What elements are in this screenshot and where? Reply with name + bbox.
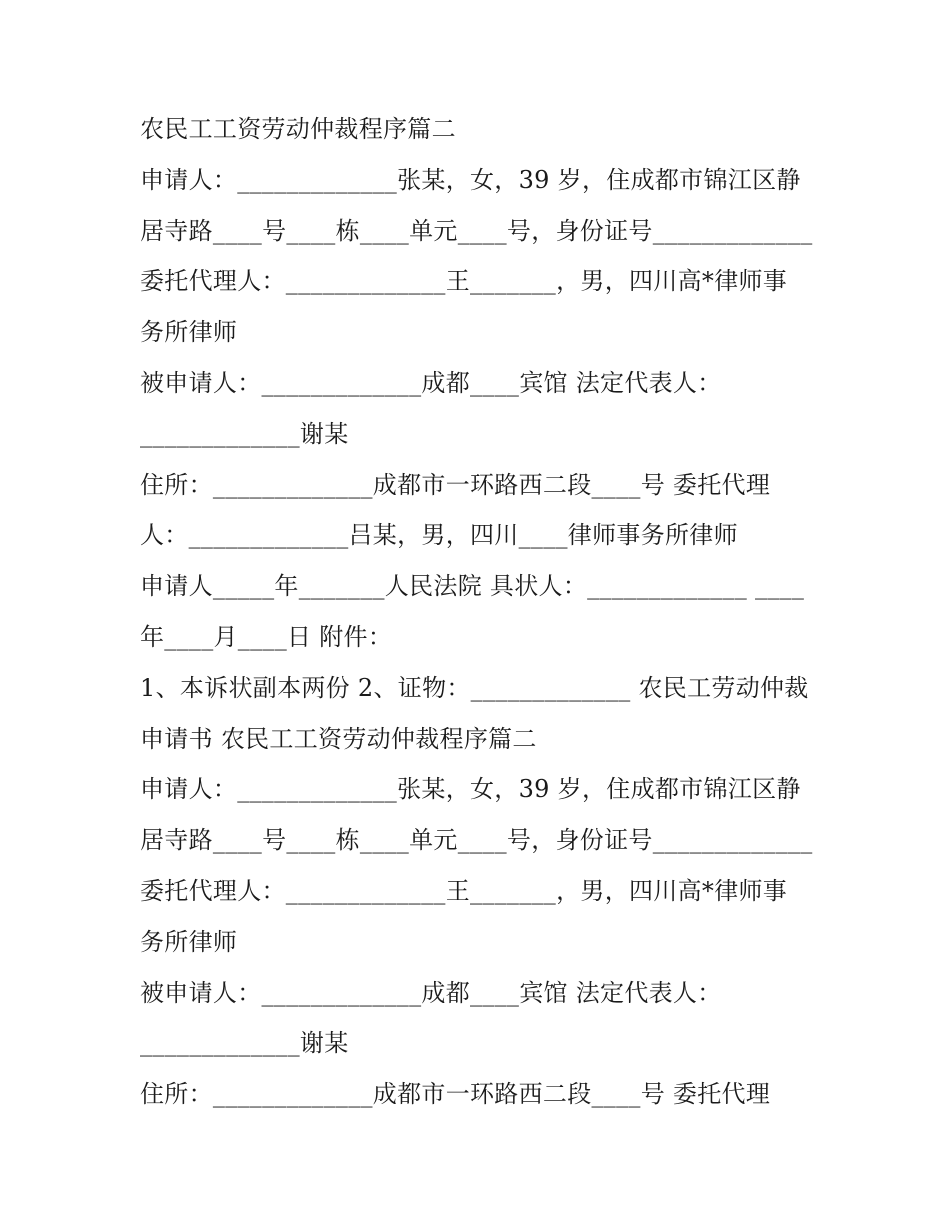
text-line: 申请人：_____________张某，女，39 岁，住成都市锦江区静	[140, 165, 801, 194]
text-line: 被申请人：_____________成都____宾馆 法定代表人：	[140, 368, 722, 397]
text-line: 人：_____________吕某，男，四川____律师事务所律师	[140, 521, 738, 550]
text-line: 申请人：_____________张某，女，39 岁，住成都市锦江区静	[140, 775, 801, 804]
heading-line: 农民工工资劳动仲裁程序篇二	[140, 115, 456, 143]
text-line: 居寺路____号____栋____单元____号，身份证号_____________	[140, 216, 813, 245]
text-line: 住所：_____________成都市一环路西二段____号 委托代理	[140, 470, 771, 499]
text-line: 务所律师	[140, 927, 238, 956]
text-line: 委托代理人：_____________王_______，男，四川高*律师事	[140, 876, 788, 905]
text-line: 申请书 农民工工资劳动仲裁程序篇二	[140, 724, 537, 753]
text-line: _____________谢某	[140, 1029, 349, 1058]
text-line: 委托代理人：_____________王_______，男，四川高*律师事	[140, 267, 788, 296]
text-line: 居寺路____号____栋____单元____号，身份证号_____________	[140, 826, 813, 855]
text-line: 被申请人：_____________成都____宾馆 法定代表人：	[140, 978, 722, 1007]
text-line: 申请人_____年_______人民法院 具状人：_____________ ____	[140, 572, 805, 601]
text-line: _____________谢某	[140, 419, 349, 448]
text-line: 1、本诉状副本两份 2、证物：_____________ 农民工劳动仲裁	[140, 673, 809, 702]
text-line: 务所律师	[140, 318, 238, 347]
text-line: 年____月____日 附件：	[140, 622, 393, 651]
text-line: 住所：_____________成都市一环路西二段____号 委托代理	[140, 1080, 771, 1109]
document-body	[140, 104, 820, 1120]
